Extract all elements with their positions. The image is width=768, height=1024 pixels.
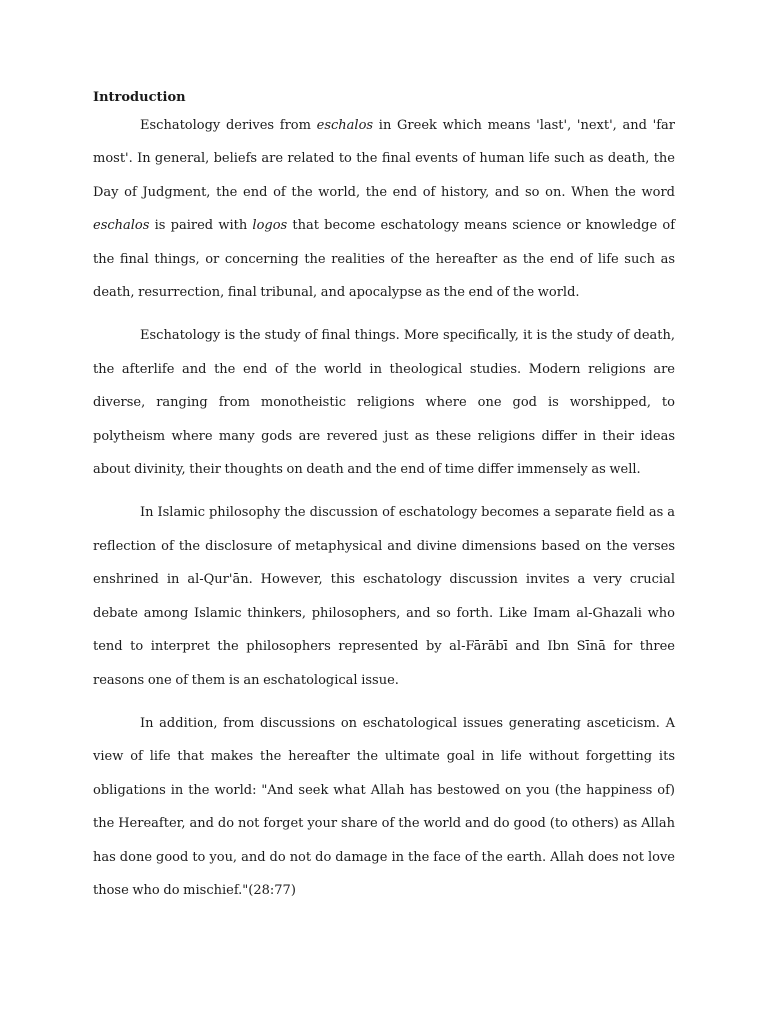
- paragraph-3-text: In Islamic philosophy the discussion of eschatology becomes a separate field as a reflection of the disclosure of metaphysical and divine dimensions based on the verses enshrined in al-Qur'ān. However, this eschatology discussion invites a very crucial debate among Islamic thinkers, philosophers, and so forth. Like Imam al-Ghazali who tend to interpret the philosophers represented by al-Fārābī and Ibn Sīnā for three reasons one of them is an eschatological issue.: [93, 505, 675, 688]
- paragraph-2-text: Eschatology is the study of final things. More specifically, it is the study of death, the afterlife and the end of the world in theological studies. Modern religions are diverse, ranging from monotheistic religions where one god is worshipped, to polytheism where many gods are revered just as these religions differ in their ideas about divinity, their thoughts on death and the end of time differ immensely as well.: [93, 328, 675, 478]
- section-heading: Introduction: [93, 90, 186, 105]
- paragraph-4: [93, 707, 675, 907]
- paragraph-3: [93, 496, 675, 696]
- document-page: [93, 86, 675, 907]
- paragraph-4-text: In addition, from discussions on eschatological issues generating asceticism. A view of life that makes the hereafter the ultimate goal in life without forgetting its obligations in the world: "And seek what Allah has bestowed on you (the happiness of) the Hereafter, and do not forget your share of the world and do good (to others) as Allah has done good to you, and do not do damage in the face of the earth. Allah does not love those who do mischief."(28:77): [93, 715, 675, 898]
- term-eschalos: eschalos: [93, 218, 150, 234]
- paragraph-1-text: Eschatology derives from: [140, 118, 317, 133]
- paragraph-2: [93, 319, 675, 486]
- term-logos: logos: [252, 218, 288, 234]
- term-eschalos: eschalos: [316, 118, 374, 133]
- paragraph-1-text: in Greek which means 'last', 'next', and 'far most'. In general, beliefs are related to the final events of human life such as death, the Day of Judgment, the end of the world, the end of history, and so on. When the word: [93, 118, 675, 200]
- paragraph-1: [93, 109, 675, 309]
- paragraph-1-text: is paired with: [149, 218, 253, 234]
- paragraph-1-text: that become eschatology means science or knowledge of the final things, or concerning the realities of the hereafter as the end of life such as death, resurrection, final tribunal, and apocalypse as the end of the world.: [93, 218, 676, 301]
